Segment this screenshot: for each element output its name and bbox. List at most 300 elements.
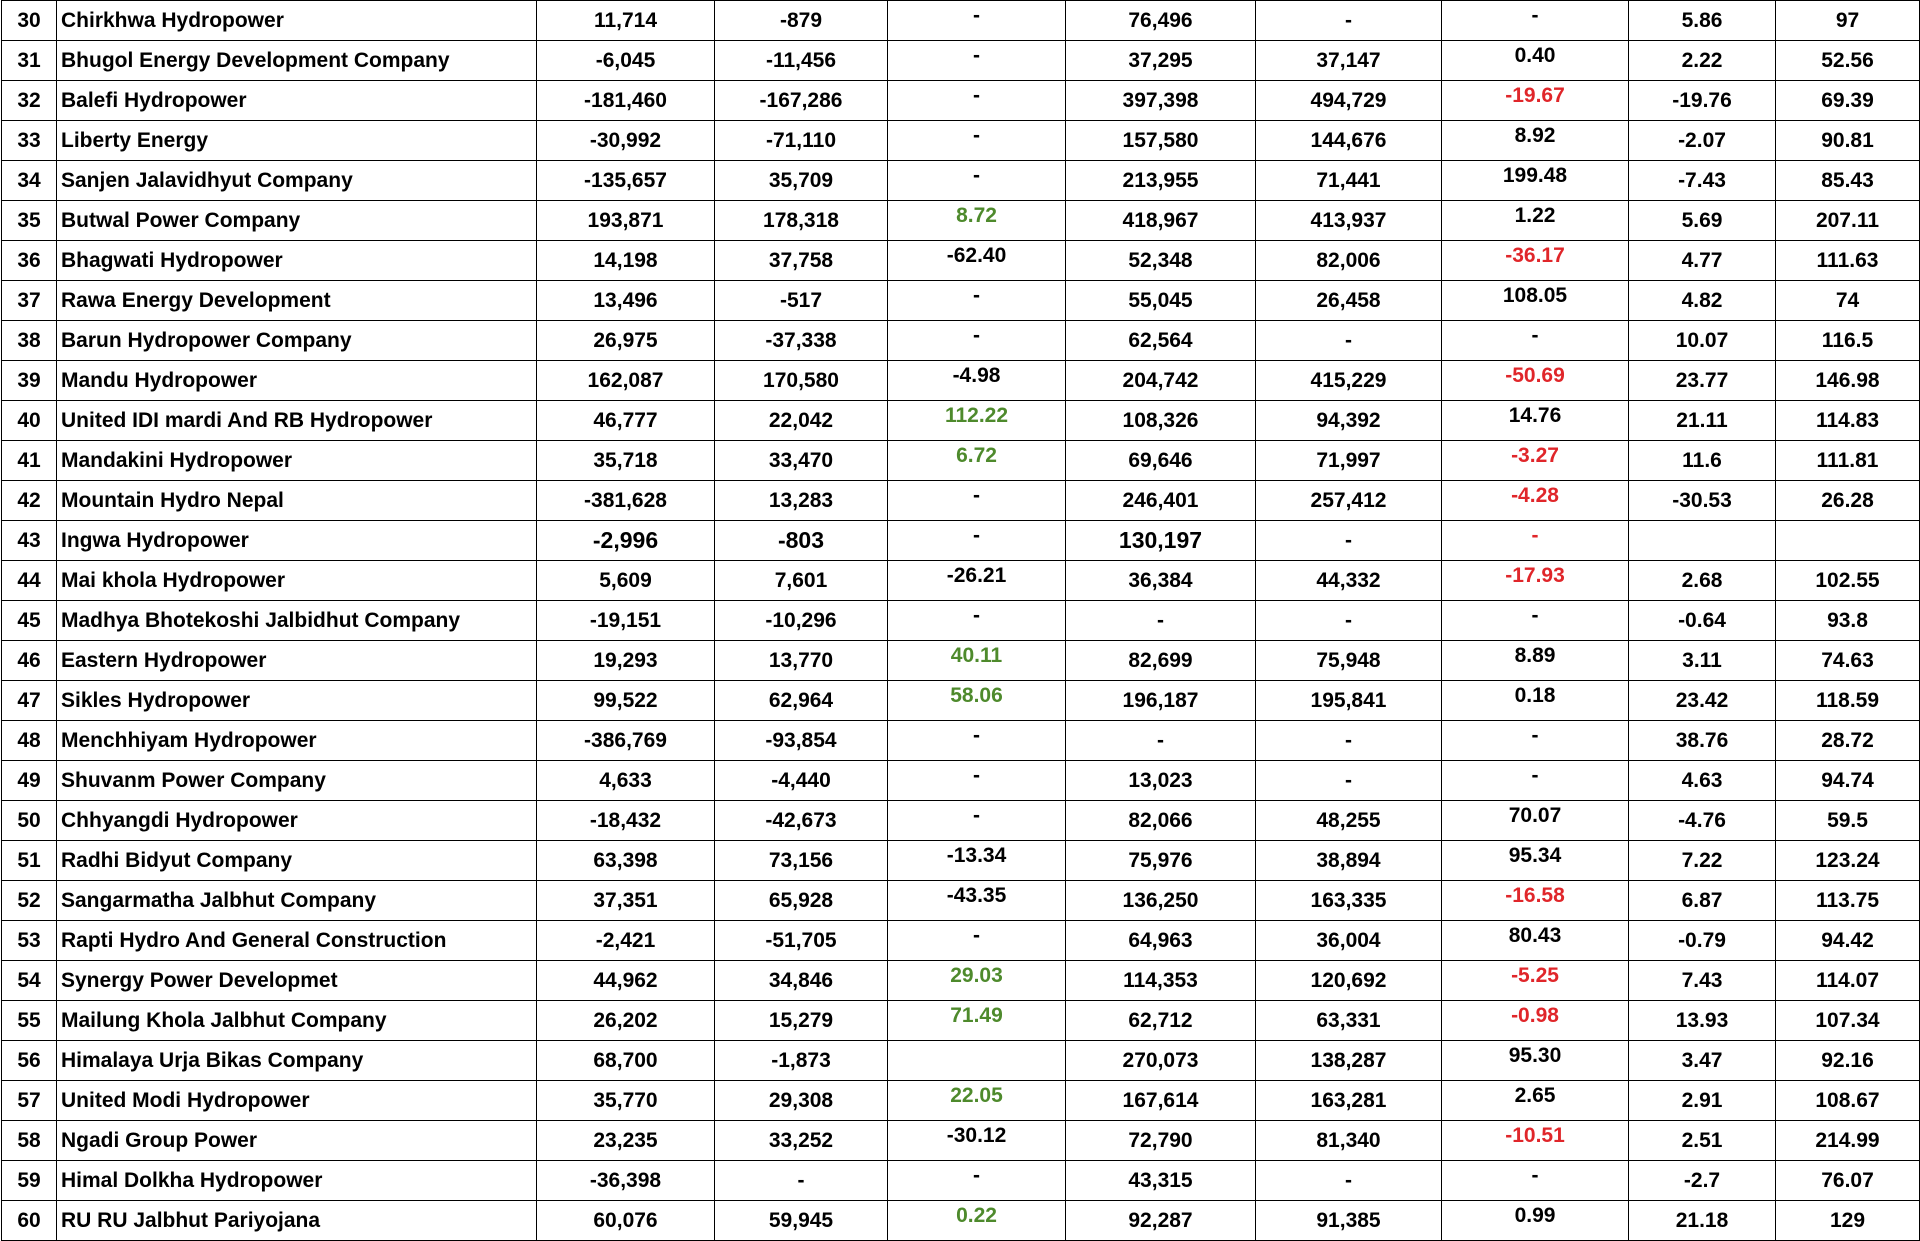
growth-cell-1: - <box>888 721 1066 761</box>
company-name-cell: Madhya Bhotekoshi Jalbidhut Company <box>57 601 537 641</box>
value-cell-7: 23.77 <box>1629 361 1776 401</box>
growth-cell-1: -30.12 <box>888 1121 1066 1161</box>
value-cell-8: 123.24 <box>1776 841 1920 881</box>
value-cell-5: 494,729 <box>1256 81 1442 121</box>
value-cell-8: 97 <box>1776 1 1920 41</box>
value-cell-8: 28.72 <box>1776 721 1920 761</box>
value-cell-7: -2.07 <box>1629 121 1776 161</box>
value-cell-1: 13,496 <box>537 281 715 321</box>
value-cell-4: 270,073 <box>1066 1041 1256 1081</box>
growth-cell-2: 95.34 <box>1442 841 1629 881</box>
table-row <box>2 201 1920 241</box>
company-name-cell: Sikles Hydropower <box>57 681 537 721</box>
serial-number-cell: 40 <box>2 401 57 441</box>
growth-cell-1: - <box>888 41 1066 81</box>
table-row <box>2 601 1920 641</box>
growth-cell-1: - <box>888 1 1066 41</box>
growth-cell-1: 6.72 <box>888 441 1066 481</box>
value-cell-2: 13,283 <box>715 481 888 521</box>
value-cell-5: 37,147 <box>1256 41 1442 81</box>
value-cell-7: -4.76 <box>1629 801 1776 841</box>
growth-cell-1: - <box>888 321 1066 361</box>
company-name-cell: Chirkhwa Hydropower <box>57 1 537 41</box>
value-cell-8: 74 <box>1776 281 1920 321</box>
growth-cell-1: - <box>888 1161 1066 1201</box>
growth-cell-2: 80.43 <box>1442 921 1629 961</box>
company-name-cell: Synergy Power Developmet <box>57 961 537 1001</box>
growth-cell-1: 22.05 <box>888 1081 1066 1121</box>
value-cell-5: 415,229 <box>1256 361 1442 401</box>
value-cell-1: 11,714 <box>537 1 715 41</box>
value-cell-7: 5.86 <box>1629 1 1776 41</box>
serial-number-cell: 36 <box>2 241 57 281</box>
growth-cell-2: - <box>1442 601 1629 641</box>
table-row <box>2 961 1920 1001</box>
value-cell-1: 63,398 <box>537 841 715 881</box>
value-cell-7: 3.11 <box>1629 641 1776 681</box>
value-cell-4: 92,287 <box>1066 1201 1256 1241</box>
table-row <box>2 121 1920 161</box>
value-cell-7: -30.53 <box>1629 481 1776 521</box>
value-cell-2: -51,705 <box>715 921 888 961</box>
value-cell-2: -167,286 <box>715 81 888 121</box>
growth-cell-1: 71.49 <box>888 1001 1066 1041</box>
value-cell-2: -11,456 <box>715 41 888 81</box>
growth-cell-1: 8.72 <box>888 201 1066 241</box>
value-cell-8: 90.81 <box>1776 121 1920 161</box>
table-row <box>2 81 1920 121</box>
value-cell-5: - <box>1256 1161 1442 1201</box>
company-name-cell: Himalaya Urja Bikas Company <box>57 1041 537 1081</box>
growth-cell-1: - <box>888 761 1066 801</box>
value-cell-7: 2.91 <box>1629 1081 1776 1121</box>
value-cell-1: -18,432 <box>537 801 715 841</box>
value-cell-1: -2,421 <box>537 921 715 961</box>
value-cell-2: 33,470 <box>715 441 888 481</box>
table-row <box>2 241 1920 281</box>
value-cell-8: 74.63 <box>1776 641 1920 681</box>
value-cell-7: 13.93 <box>1629 1001 1776 1041</box>
value-cell-2: 29,308 <box>715 1081 888 1121</box>
growth-cell-1: -4.98 <box>888 361 1066 401</box>
growth-cell-2: 0.40 <box>1442 41 1629 81</box>
value-cell-5: 38,894 <box>1256 841 1442 881</box>
value-cell-7: 23.42 <box>1629 681 1776 721</box>
value-cell-5: 163,281 <box>1256 1081 1442 1121</box>
value-cell-2: 73,156 <box>715 841 888 881</box>
value-cell-1: 19,293 <box>537 641 715 681</box>
value-cell-8: 114.07 <box>1776 961 1920 1001</box>
company-name-cell: Shuvanm Power Company <box>57 761 537 801</box>
value-cell-1: 26,975 <box>537 321 715 361</box>
value-cell-8: 114.83 <box>1776 401 1920 441</box>
value-cell-5: 413,937 <box>1256 201 1442 241</box>
value-cell-5: 120,692 <box>1256 961 1442 1001</box>
value-cell-2: 170,580 <box>715 361 888 401</box>
table-row <box>2 1081 1920 1121</box>
value-cell-1: 44,962 <box>537 961 715 1001</box>
value-cell-5: 94,392 <box>1256 401 1442 441</box>
value-cell-8: 102.55 <box>1776 561 1920 601</box>
serial-number-cell: 50 <box>2 801 57 841</box>
value-cell-8: 118.59 <box>1776 681 1920 721</box>
company-name-cell: Himal Dolkha Hydropower <box>57 1161 537 1201</box>
serial-number-cell: 59 <box>2 1161 57 1201</box>
value-cell-5: 163,335 <box>1256 881 1442 921</box>
table-row <box>2 1201 1920 1241</box>
serial-number-cell: 48 <box>2 721 57 761</box>
growth-cell-1: -26.21 <box>888 561 1066 601</box>
serial-number-cell: 52 <box>2 881 57 921</box>
value-cell-2: -879 <box>715 1 888 41</box>
value-cell-5: - <box>1256 601 1442 641</box>
value-cell-4: 82,066 <box>1066 801 1256 841</box>
value-cell-2: 13,770 <box>715 641 888 681</box>
value-cell-4: 72,790 <box>1066 1121 1256 1161</box>
value-cell-1: 35,718 <box>537 441 715 481</box>
table-row <box>2 441 1920 481</box>
growth-cell-1: - <box>888 281 1066 321</box>
value-cell-4: 167,614 <box>1066 1081 1256 1121</box>
value-cell-1: 162,087 <box>537 361 715 401</box>
serial-number-cell: 30 <box>2 1 57 41</box>
growth-cell-1: - <box>888 121 1066 161</box>
value-cell-2: 59,945 <box>715 1201 888 1241</box>
serial-number-cell: 46 <box>2 641 57 681</box>
growth-cell-1: - <box>888 481 1066 521</box>
company-name-cell: Sanjen Jalavidhyut Company <box>57 161 537 201</box>
company-name-cell: Rawa Energy Development <box>57 281 537 321</box>
value-cell-1: -30,992 <box>537 121 715 161</box>
value-cell-8: 107.34 <box>1776 1001 1920 1041</box>
value-cell-4: 196,187 <box>1066 681 1256 721</box>
value-cell-1: 4,633 <box>537 761 715 801</box>
growth-cell-2: 95.30 <box>1442 1041 1629 1081</box>
company-name-cell: Mai khola Hydropower <box>57 561 537 601</box>
value-cell-1: -19,151 <box>537 601 715 641</box>
value-cell-2: -42,673 <box>715 801 888 841</box>
table-row <box>2 881 1920 921</box>
value-cell-2: 34,846 <box>715 961 888 1001</box>
growth-cell-2: 14.76 <box>1442 401 1629 441</box>
value-cell-8: 116.5 <box>1776 321 1920 361</box>
value-cell-7: -2.7 <box>1629 1161 1776 1201</box>
value-cell-4: 157,580 <box>1066 121 1256 161</box>
value-cell-4: 43,315 <box>1066 1161 1256 1201</box>
company-name-cell: Bhugol Energy Development Company <box>57 41 537 81</box>
serial-number-cell: 55 <box>2 1001 57 1041</box>
serial-number-cell: 60 <box>2 1201 57 1241</box>
value-cell-1: 14,198 <box>537 241 715 281</box>
value-cell-7: 7.22 <box>1629 841 1776 881</box>
serial-number-cell: 45 <box>2 601 57 641</box>
value-cell-2: -37,338 <box>715 321 888 361</box>
value-cell-5: 138,287 <box>1256 1041 1442 1081</box>
value-cell-7: 6.87 <box>1629 881 1776 921</box>
table-row <box>2 841 1920 881</box>
value-cell-1: 23,235 <box>537 1121 715 1161</box>
value-cell-8: 94.74 <box>1776 761 1920 801</box>
value-cell-5: - <box>1256 721 1442 761</box>
value-cell-7: 3.47 <box>1629 1041 1776 1081</box>
value-cell-4: 64,963 <box>1066 921 1256 961</box>
value-cell-2: -1,873 <box>715 1041 888 1081</box>
table-row <box>2 1041 1920 1081</box>
value-cell-8: 26.28 <box>1776 481 1920 521</box>
growth-cell-2: -4.28 <box>1442 481 1629 521</box>
growth-cell-1: - <box>888 521 1066 561</box>
growth-cell-2: 8.89 <box>1442 641 1629 681</box>
value-cell-4: - <box>1066 721 1256 761</box>
value-cell-5: 257,412 <box>1256 481 1442 521</box>
value-cell-8: 111.81 <box>1776 441 1920 481</box>
serial-number-cell: 56 <box>2 1041 57 1081</box>
growth-cell-2: - <box>1442 1161 1629 1201</box>
value-cell-1: 26,202 <box>537 1001 715 1041</box>
table-row <box>2 761 1920 801</box>
table-row <box>2 521 1920 561</box>
growth-cell-2: -3.27 <box>1442 441 1629 481</box>
growth-cell-2: -36.17 <box>1442 241 1629 281</box>
value-cell-4: 114,353 <box>1066 961 1256 1001</box>
growth-cell-2: 8.92 <box>1442 121 1629 161</box>
value-cell-4: 397,398 <box>1066 81 1256 121</box>
value-cell-5: 48,255 <box>1256 801 1442 841</box>
company-name-cell: RU RU Jalbhut Pariyojana <box>57 1201 537 1241</box>
value-cell-8: 76.07 <box>1776 1161 1920 1201</box>
value-cell-5: 71,997 <box>1256 441 1442 481</box>
value-cell-8: 85.43 <box>1776 161 1920 201</box>
growth-cell-2: 108.05 <box>1442 281 1629 321</box>
value-cell-5: 75,948 <box>1256 641 1442 681</box>
company-name-cell: Chhyangdi Hydropower <box>57 801 537 841</box>
value-cell-7: 21.18 <box>1629 1201 1776 1241</box>
value-cell-5: - <box>1256 1 1442 41</box>
value-cell-1: 193,871 <box>537 201 715 241</box>
growth-cell-1: - <box>888 81 1066 121</box>
value-cell-1: -6,045 <box>537 41 715 81</box>
value-cell-1: -381,628 <box>537 481 715 521</box>
value-cell-4: 130,197 <box>1066 521 1256 561</box>
table-row <box>2 721 1920 761</box>
value-cell-7: 21.11 <box>1629 401 1776 441</box>
serial-number-cell: 53 <box>2 921 57 961</box>
table-row <box>2 281 1920 321</box>
growth-cell-1: 29.03 <box>888 961 1066 1001</box>
value-cell-4: 246,401 <box>1066 481 1256 521</box>
table-row <box>2 561 1920 601</box>
growth-cell-1: - <box>888 801 1066 841</box>
table-row <box>2 401 1920 441</box>
value-cell-4: 69,646 <box>1066 441 1256 481</box>
value-cell-4: 55,045 <box>1066 281 1256 321</box>
growth-cell-2: 199.48 <box>1442 161 1629 201</box>
table-row <box>2 41 1920 81</box>
company-name-cell: Liberty Energy <box>57 121 537 161</box>
value-cell-7: 2.22 <box>1629 41 1776 81</box>
serial-number-cell: 58 <box>2 1121 57 1161</box>
growth-cell-1: - <box>888 161 1066 201</box>
value-cell-8: 52.56 <box>1776 41 1920 81</box>
value-cell-2: 178,318 <box>715 201 888 241</box>
company-name-cell: Eastern Hydropower <box>57 641 537 681</box>
value-cell-4: 213,955 <box>1066 161 1256 201</box>
value-cell-1: 37,351 <box>537 881 715 921</box>
value-cell-5: - <box>1256 761 1442 801</box>
value-cell-4: - <box>1066 601 1256 641</box>
serial-number-cell: 37 <box>2 281 57 321</box>
value-cell-7: -19.76 <box>1629 81 1776 121</box>
growth-cell-1: -62.40 <box>888 241 1066 281</box>
value-cell-8: 129 <box>1776 1201 1920 1241</box>
growth-cell-2: -5.25 <box>1442 961 1629 1001</box>
growth-cell-2: - <box>1442 1 1629 41</box>
serial-number-cell: 39 <box>2 361 57 401</box>
value-cell-1: 99,522 <box>537 681 715 721</box>
value-cell-7: -7.43 <box>1629 161 1776 201</box>
company-name-cell: Mandakini Hydropower <box>57 441 537 481</box>
growth-cell-2: -0.98 <box>1442 1001 1629 1041</box>
growth-cell-2: - <box>1442 721 1629 761</box>
growth-cell-1: 40.11 <box>888 641 1066 681</box>
table-row <box>2 801 1920 841</box>
value-cell-8: 108.67 <box>1776 1081 1920 1121</box>
value-cell-8: 69.39 <box>1776 81 1920 121</box>
table-body <box>2 1 1920 1241</box>
value-cell-7: -0.64 <box>1629 601 1776 641</box>
value-cell-1: -135,657 <box>537 161 715 201</box>
value-cell-5: - <box>1256 521 1442 561</box>
company-name-cell: Menchhiyam Hydropower <box>57 721 537 761</box>
growth-cell-1: -43.35 <box>888 881 1066 921</box>
value-cell-5: 26,458 <box>1256 281 1442 321</box>
table-row <box>2 361 1920 401</box>
value-cell-7: 5.69 <box>1629 201 1776 241</box>
company-name-cell: Rapti Hydro And General Construction <box>57 921 537 961</box>
value-cell-2: 7,601 <box>715 561 888 601</box>
value-cell-8: 214.99 <box>1776 1121 1920 1161</box>
value-cell-7: 4.63 <box>1629 761 1776 801</box>
value-cell-8: 111.63 <box>1776 241 1920 281</box>
value-cell-2: 35,709 <box>715 161 888 201</box>
growth-cell-1: - <box>888 601 1066 641</box>
growth-cell-1: 112.22 <box>888 401 1066 441</box>
value-cell-4: 136,250 <box>1066 881 1256 921</box>
growth-cell-2: -16.58 <box>1442 881 1629 921</box>
value-cell-8: 93.8 <box>1776 601 1920 641</box>
serial-number-cell: 41 <box>2 441 57 481</box>
value-cell-2: 22,042 <box>715 401 888 441</box>
value-cell-7: 4.82 <box>1629 281 1776 321</box>
company-name-cell: Sangarmatha Jalbhut Company <box>57 881 537 921</box>
value-cell-4: 36,384 <box>1066 561 1256 601</box>
table-row <box>2 1121 1920 1161</box>
value-cell-8 <box>1776 521 1920 561</box>
value-cell-5: 63,331 <box>1256 1001 1442 1041</box>
value-cell-1: -181,460 <box>537 81 715 121</box>
value-cell-4: 82,699 <box>1066 641 1256 681</box>
value-cell-8: 59.5 <box>1776 801 1920 841</box>
value-cell-4: 62,712 <box>1066 1001 1256 1041</box>
value-cell-5: 144,676 <box>1256 121 1442 161</box>
growth-cell-2: - <box>1442 321 1629 361</box>
value-cell-8: 207.11 <box>1776 201 1920 241</box>
table-row <box>2 921 1920 961</box>
company-name-cell: Bhagwati Hydropower <box>57 241 537 281</box>
growth-cell-1: -13.34 <box>888 841 1066 881</box>
table-row <box>2 1161 1920 1201</box>
serial-number-cell: 33 <box>2 121 57 161</box>
growth-cell-2: -50.69 <box>1442 361 1629 401</box>
value-cell-7: 10.07 <box>1629 321 1776 361</box>
value-cell-8: 146.98 <box>1776 361 1920 401</box>
value-cell-5: 195,841 <box>1256 681 1442 721</box>
growth-cell-2: 2.65 <box>1442 1081 1629 1121</box>
company-name-cell: United IDI mardi And RB Hydropower <box>57 401 537 441</box>
value-cell-8: 113.75 <box>1776 881 1920 921</box>
value-cell-4: 76,496 <box>1066 1 1256 41</box>
value-cell-5: 36,004 <box>1256 921 1442 961</box>
table-row <box>2 481 1920 521</box>
value-cell-4: 75,976 <box>1066 841 1256 881</box>
company-name-cell: Balefi Hydropower <box>57 81 537 121</box>
value-cell-4: 108,326 <box>1066 401 1256 441</box>
serial-number-cell: 43 <box>2 521 57 561</box>
value-cell-4: 37,295 <box>1066 41 1256 81</box>
value-cell-1: -36,398 <box>537 1161 715 1201</box>
value-cell-2: -803 <box>715 521 888 561</box>
company-name-cell: Ngadi Group Power <box>57 1121 537 1161</box>
value-cell-1: 60,076 <box>537 1201 715 1241</box>
serial-number-cell: 44 <box>2 561 57 601</box>
serial-number-cell: 35 <box>2 201 57 241</box>
growth-cell-2: - <box>1442 761 1629 801</box>
value-cell-7: 2.68 <box>1629 561 1776 601</box>
value-cell-2: 62,964 <box>715 681 888 721</box>
serial-number-cell: 57 <box>2 1081 57 1121</box>
value-cell-2: 33,252 <box>715 1121 888 1161</box>
value-cell-7: 4.77 <box>1629 241 1776 281</box>
table-row <box>2 681 1920 721</box>
serial-number-cell: 32 <box>2 81 57 121</box>
financial-table <box>1 0 1920 1241</box>
value-cell-2: -517 <box>715 281 888 321</box>
value-cell-7: 38.76 <box>1629 721 1776 761</box>
value-cell-7: -0.79 <box>1629 921 1776 961</box>
growth-cell-2: 1.22 <box>1442 201 1629 241</box>
value-cell-2: -71,110 <box>715 121 888 161</box>
value-cell-5: 81,340 <box>1256 1121 1442 1161</box>
value-cell-2: -93,854 <box>715 721 888 761</box>
growth-cell-2: - <box>1442 521 1629 561</box>
table-row <box>2 641 1920 681</box>
value-cell-7: 7.43 <box>1629 961 1776 1001</box>
serial-number-cell: 34 <box>2 161 57 201</box>
serial-number-cell: 51 <box>2 841 57 881</box>
growth-cell-1: 0.22 <box>888 1201 1066 1241</box>
growth-cell-2: 0.99 <box>1442 1201 1629 1241</box>
table-row <box>2 161 1920 201</box>
company-name-cell: Radhi Bidyut Company <box>57 841 537 881</box>
table-row <box>2 1 1920 41</box>
value-cell-1: 68,700 <box>537 1041 715 1081</box>
value-cell-5: 91,385 <box>1256 1201 1442 1241</box>
value-cell-4: 62,564 <box>1066 321 1256 361</box>
serial-number-cell: 54 <box>2 961 57 1001</box>
growth-cell-2: -17.93 <box>1442 561 1629 601</box>
value-cell-2: 15,279 <box>715 1001 888 1041</box>
value-cell-4: 204,742 <box>1066 361 1256 401</box>
